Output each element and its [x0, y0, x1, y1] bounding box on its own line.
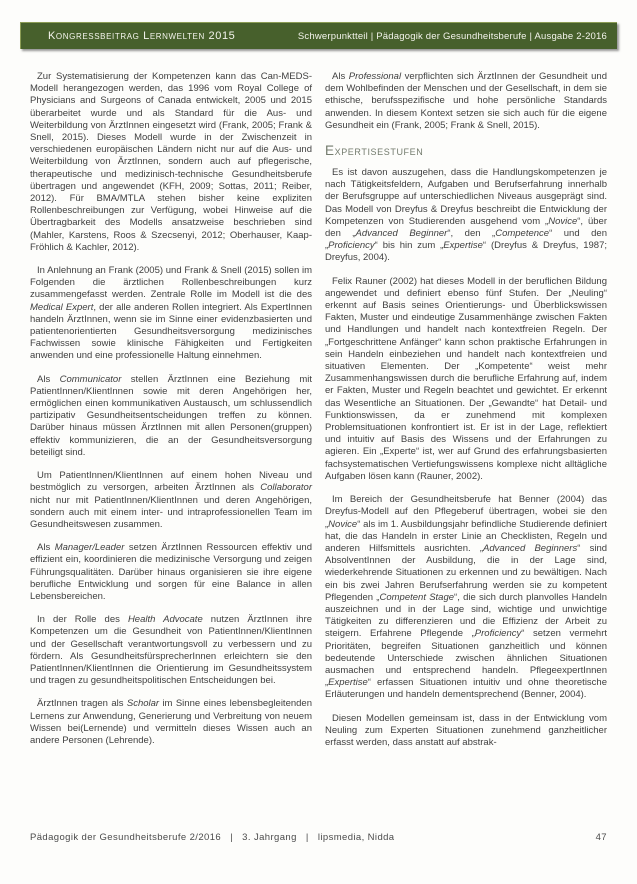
italic-term: Manager/Leader — [54, 542, 125, 554]
paragraph — [325, 71, 607, 132]
paragraph — [30, 374, 312, 459]
italic-term: Collaborator — [260, 482, 312, 494]
italic-term: Health Advocate — [127, 614, 203, 626]
text-run: “ erfassen Situationen intuitiv und ohne theoretische Erläuterungen und handeln dementsprechend (Benner, 2004). — [325, 677, 607, 701]
italic-term: Advanced Beginner — [355, 228, 448, 240]
text-run: nutzen ÄrztInnen ihre Kompetenzen um die Gesundheit von PatientInnen/KlientInnen und der Gesellschaft verantwortungsvoll zu verbessern und zu fördern. Als GesundheitsfürsprecherInnen erleichtern sie den PatientInnen/KlientInnen die Orientierung im Gesundheitssystem und tragen zu gesundheitspolitischen Entscheidungen bei. — [30, 614, 312, 687]
footer-page-number: 47 — [595, 832, 607, 843]
text-run: “ bis hin zum „ — [374, 240, 444, 252]
paragraph — [30, 542, 312, 603]
italic-term: Novice — [328, 518, 358, 530]
text-run: setzen ÄrztInnen Ressourcen effektiv und effizient ein, koordinieren die medizinische Versorgung und zeigen Führungsqualitäten. Darüber hinaus organisieren sie ihre eigene berufliche Entwicklung und sorgen für eine Balance in allen Lebensbereichen. — [30, 542, 312, 602]
left-column — [30, 71, 312, 760]
text-run: stellen ÄrztInnen eine Beziehung mit PatientInnen/KlientInnen sowie mit deren Angehörigen her, ermöglichen einen kommunikativen Austausch, um schlussendlich partizipativ Gesundheitsentscheidungen treffen zu können. Darüber hinaus müssen ÄrztInnen mit allen Personen(gruppen) effektiv kommunizieren, die an der Gesundheitsversorgung beteiligt sind. — [30, 373, 312, 458]
text-run: “ (Dreyfus & Dreyfus, 1987; Dreyfus, 2004). — [325, 240, 607, 264]
italic-term: Proficiency — [474, 628, 522, 640]
section-heading: Expertisestufen — [325, 143, 424, 159]
italic-term: Proficiency — [328, 240, 375, 252]
paragraph — [325, 276, 607, 483]
italic-term: Expertise — [443, 240, 483, 252]
paragraph — [325, 713, 607, 750]
italic-term: Expertise — [328, 677, 368, 689]
text-run: Es ist davon auszugehen, dass die Handlungskompetenzen je nach Tätigkeitsfeldern, Aufgaben und Berufserfahrung innerhalb der Berufsgruppe auf unterschiedlichen Niveaus ausgeprägt sind. Das Modell von Dreyfus & Dreyfus beschreibt die Entwicklung der Kompetenzen von Studierenden ausgehend vom „ — [325, 167, 607, 227]
paragraph — [325, 167, 607, 265]
italic-term: Professional — [348, 71, 402, 82]
text-run: Diesen Modellen gemeinsam ist, dass in der Entwicklung vom Neuling zum Experten Situationen zunehmend ganzheitlicher erfasst werden, dass anstatt auf abstrak- — [325, 712, 607, 748]
text-run: Als — [37, 542, 55, 554]
italic-term: Scholar — [126, 698, 160, 710]
paragraph — [30, 614, 312, 687]
text-run: Als — [332, 71, 349, 82]
header-congress-label: Kongressbeitrag Lernwelten 2015 — [48, 30, 236, 42]
text-run: Um PatientInnen/KlientInnen auf einem hohen Niveau und bestmöglich zu versorgen, arbeiten ÄrztInnen als — [30, 470, 312, 494]
paragraph — [30, 265, 312, 363]
text-run: In Anlehnung an Frank (2005) und Frank & Snell (2015) sollen im Folgenden die ärztlichen Rollenbeschreibungen kurz zusammengefasst werden. Zentrale Rolle im Modell ist die des — [30, 265, 312, 301]
text-run: “, die sich durch planvolles Handeln auszeichnen und in der Lage sind, wichtige und unwichtige Tätigkeiten zu differenzieren und die Effizienz der Arbeit zu steigern. Erfahrene Pflegende „ — [325, 591, 608, 640]
text-run: im Sinne eines lebensbegleitenden Lernens zur Anwendung, Generierung und Verbreitung von neuem Wissen bei(Lernende) und vermitteln dieses Wissen auch an andere Personen (Lehrende). — [30, 698, 312, 746]
text-run: Felix Rauner (2002) hat dieses Modell in der beruflichen Bildung angewendet und definiert ebenso fünf Stufen. Der „Neuling“ erkennt auf Basis seines Orientierungs- und Überblickswissen Fakten, Muster und eindeutige Zusammenhänge zwischen Fakten und Handlungen und handelt nach kontextfreien Regeln. Der „Fortgeschrittene Anfänger“ kann schon praktische Erfahrungen in sein Handeln einbeziehen und handelt nach kontextfreien und situativen Elementen. Der „Kompetente“ weist mehr Zusammenhangswissen durch die berufliche Erfahrung auf, indem er Fakten, Muster und Regeln beachtet und gewichtet. Er erkennt das Wesentliche an Situationen. Der „Gewandte“ hat Detail- und Funktionswissen, da er zunehmend mit komplexen Problemsituationen konfrontiert ist. Er ist in der Lage, reflektiert und intuitiv auf Basis des Wissens und der Erfahrungen zu agieren. Ein „Experte“ ist, wer auf Grund des erfahrungsbasierten fachsystematischen Vertiefungswissens komplexe nicht alltägliche Aufgaben lösen kann (Rauner, 2002). — [325, 275, 607, 482]
text-run: verpflichten sich ÄrztInnen der Gesundheit und dem Wohlbefinden der Menschen und der Gesellschaft, in dem sie ethische, berufsspezifische und hohe persönliche Standards anwenden. In diesem Kontext setzen sie sich auch für die eigene Gesundheit ein (Frank, 2005; Frank & Snell, 2015). — [325, 71, 607, 131]
text-run: “, den „ — [447, 228, 496, 240]
text-run: “ sind AbsolventInnen der Ausbildung, die in der Lage sind, wiederkehrende Situationen zu erkennen und zu bewältigen. Nach ein bis zwei Jahren Berufserfahrung werden sie zu kompetent Pflegenden „ — [325, 542, 608, 603]
text-run: ÄrztInnen tragen als — [37, 698, 127, 710]
article-body — [30, 71, 607, 760]
text-run: “, über den „ — [325, 215, 607, 240]
text-run: “ setzen vermehrt Prioritäten, begreifen Situationen ganzheitlich und können bedeutende Unterschiede zwischen ähnlichen Situationen ausmachen und entsprechend handeln. PflegeexpertInnen „ — [325, 628, 607, 689]
text-run: nicht nur mit PatientInnen/KlientInnen und deren Angehörigen, sondern auch mit einem inter- und intraprofessionellen Team im Gesundheitswesen zusammen. — [30, 494, 312, 530]
page-header-bar — [20, 22, 617, 49]
text-run: Zur Systematisierung der Kompetenzen kann das Can-MEDS-Modell herangezogen werden, das 1996 vom Royal College of Physicians and Surgeons of Canada entwickelt, 2005 und 2015 überarbeitet wurde und als Standard für die Aus- und Weiterbildung von ÄrztInnen eingesetzt wird (Frank, 2005; Frank & Snell, 2015). Dieses Modell wurde in der Zwischenzeit in verschiedenen europäischen Ländern nicht nur auf die Aus- und Weiterbildung von ÄrztInnen, sondern auch auf pflegerische, therapeutische und medizinisch-technische Gesundheitsberufe übertragen und angewendet (KFH, 2009; Sottas, 2011; Reiber, 2012). Für BMA/MTLA stehen bisher keine expliziten Rollenbeschreibungen zur Verfügung, wobei Hinweise auf die Übertragbarkeit des Modells ansatzweise beschrieben sind (Mahler, Karstens, Roos & Szecsenyi, 2012; Oberhauser, Kaap-Fröhlich & Kachler, 2012). — [30, 71, 312, 253]
footer-journal-info: Pädagogik der Gesundheitsberufe 2/2016 | 3. Jahrgang | lipsmedia, Nidda — [30, 832, 395, 843]
text-run: , der alle anderen Rollen integriert. Als ExpertInnen handeln ÄrztInnen, wenn sie im Sinne einer evidenzbasierten und patientenorientierten Gesundheitsversorgung medizinisches Fachwissen sowie klinische Fähigkeiten und Fertigkeiten anwenden und eine professionelle Haltung einnehmen. — [30, 301, 312, 362]
right-column — [325, 71, 607, 760]
text-run: In der Rolle des — [37, 614, 128, 626]
paragraph — [30, 470, 312, 531]
text-run: “ und den „ — [325, 228, 607, 252]
header-issue-label: Schwerpunktteil | Pädagogik der Gesundheitsberufe | Ausgabe 2-2016 — [297, 30, 607, 42]
text-run: Als — [37, 373, 60, 385]
text-run: Im Bereich der Gesundheitsberufe hat Benner (2004) das Dreyfus-Modell auf den Pflegeberuf übertragen, wobei sie den „ — [325, 494, 607, 530]
paragraph — [30, 71, 312, 254]
italic-term: Novice — [548, 215, 578, 227]
italic-term: Medical Expert — [30, 301, 94, 313]
italic-term: Communicator — [59, 373, 122, 385]
text-run: “ als im 1. Ausbildungsjahr befindliche Studierende definiert hat, die das Handeln in erster Linie an Checklisten, Regeln und anderen Hilfsmittels ausrichten. „ — [325, 518, 607, 554]
italic-term: Competence — [495, 228, 550, 240]
page-footer — [30, 832, 607, 843]
italic-term: Competent Stage — [379, 591, 455, 603]
paragraph — [30, 698, 312, 747]
italic-term: Advanced Beginners — [483, 542, 578, 554]
paragraph — [325, 494, 607, 701]
